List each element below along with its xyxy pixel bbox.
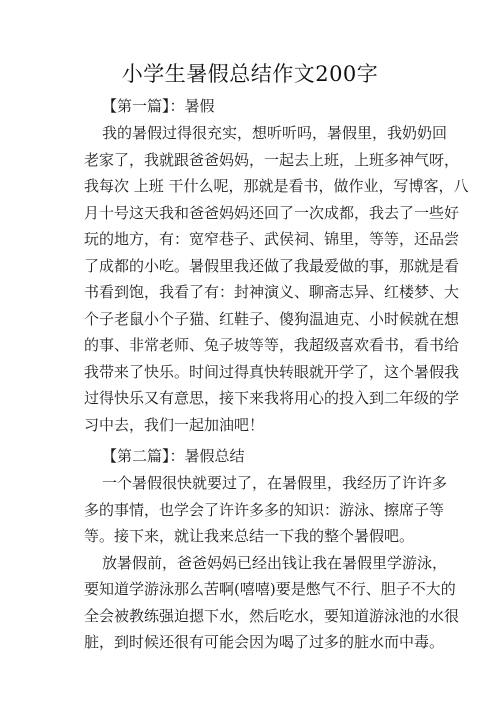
- text-line: 放暑假前，爸爸妈妈已经出钱让我在暑假里学游泳，: [102, 553, 448, 572]
- paragraph: [84, 470, 448, 550]
- text-line: 一个暑假很快就要过了，在暑假里，我经历了许许多: [102, 474, 448, 492]
- text-line: 月十号这天我和爸爸妈妈还回了一次成都，我去了一些好: [84, 203, 460, 222]
- text-line: 我带来了快乐。时间过得真快转眼就开学了，这个暑假我: [84, 362, 460, 381]
- text-line: 的事、非常老师、兔子坡等等，我超级喜欢看书，看书给: [84, 336, 460, 354]
- text-line: 我的暑假过得很充实，想听听吗，暑假里，我奶奶回: [102, 124, 448, 142]
- text-line: 老家了，我就跟爸爸妈妈，一起去上班，上班多神气呀，: [84, 150, 460, 169]
- text-line: 玩的地方，有：宽窄巷子、武侯祠、锦里，等等，还品尝: [84, 230, 460, 248]
- text-line: 要知道学游泳那么苦啊(嘻嘻)要是憋气不行、胆子不大的: [84, 580, 456, 598]
- text-line: 过得快乐又有意思，接下来我将用心的投入到二年级的学: [84, 389, 460, 407]
- text-line: 个子老鼠小个子猫、红鞋子、傻狗温迪克、小时候就在想: [84, 309, 460, 328]
- document-body: [84, 92, 469, 656]
- text-line: 我每次 上班 干什么呢，那就是看书，做作业，写博客，八: [84, 177, 469, 195]
- text-line: 习中去，我们一起加油吧！: [84, 415, 265, 434]
- text-line: 全会被教练强迫摁下水，然后吃水，要知道游泳池的水很: [84, 606, 460, 625]
- section-heading-2: 【第二篇】：暑假总结: [102, 447, 245, 465]
- text-line: 脏，到时候还很有可能会因为喝了过多的脏水而中毒。: [84, 633, 445, 651]
- text-line: 了成都的小吃。暑假里我还做了我最爱做的事，那就是看: [84, 256, 460, 275]
- paragraph: [84, 120, 469, 438]
- text-line: 多的事情，也学会了许许多多的知识：游泳、擦席子等: [84, 500, 445, 519]
- paragraph: [84, 550, 460, 656]
- text-line: 书看到饱，我看了有：封神演义、聊斋志异、红楼梦、大: [84, 283, 460, 301]
- text-line: 等。接下来，就让我来总结一下我的整个暑假吧。: [84, 527, 415, 545]
- document-title: 小学生暑假总结作文200字: [121, 62, 379, 86]
- section-heading-1: 【第一篇】：暑假: [102, 97, 215, 115]
